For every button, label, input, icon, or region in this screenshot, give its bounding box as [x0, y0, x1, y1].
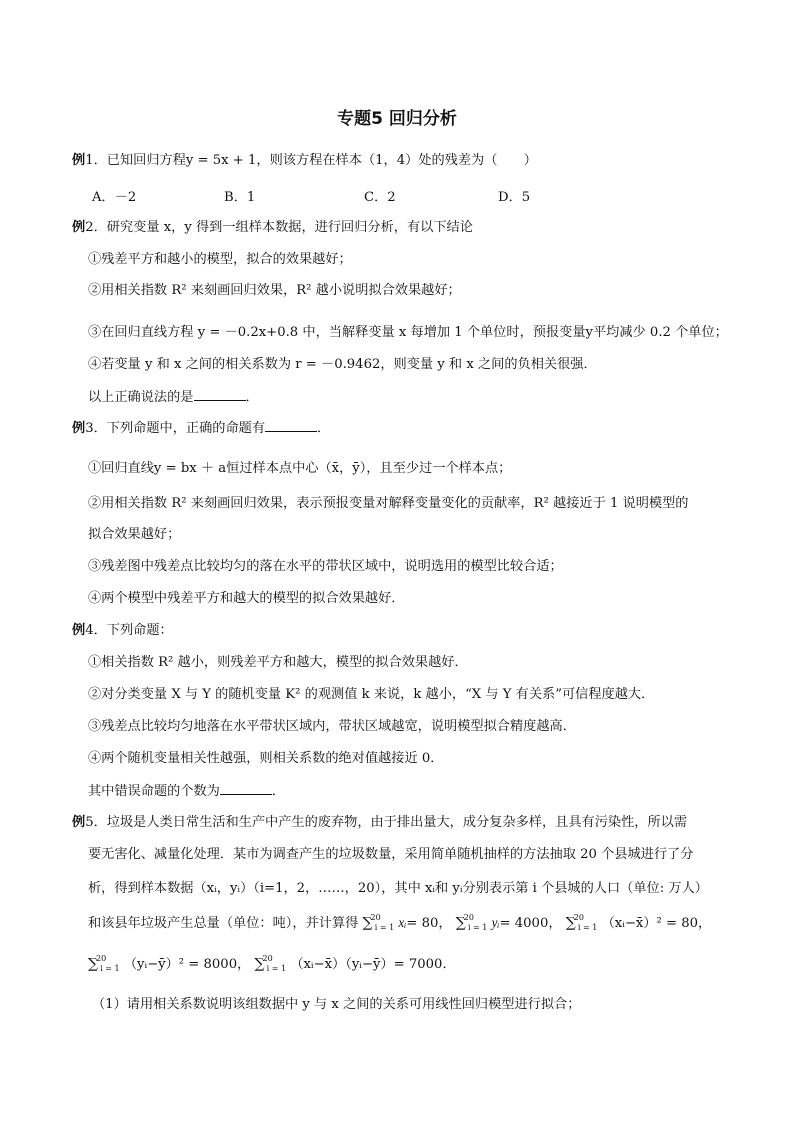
prompt-end: ．: [245, 390, 259, 405]
example-label: 例: [72, 623, 86, 638]
prompt-end: ．: [271, 784, 286, 799]
example-text: 垃圾是人类日常生活和生产中产生的废弃物，由于排出量大，成分复杂多样，且具有污染性，所以需: [106, 815, 688, 830]
example-label: 例: [72, 815, 86, 830]
sigma-symbol: ∑: [362, 915, 373, 931]
example-4-stem: [72, 622, 173, 640]
option-a: A．－2: [92, 190, 137, 205]
example-text: 已知回归方程y = 5x + 1，则该方程在样本（1，4）处的残差为（ ）: [106, 153, 537, 168]
example-5-stem: [72, 814, 687, 832]
example-1-stem: [72, 152, 537, 170]
statement-item: ③残差图中残差点比较均匀的落在水平的带状区域中，说明选用的模型比较合适；: [88, 559, 563, 574]
example-2-stem: [72, 219, 473, 237]
sigma-symbol: ∑: [565, 915, 576, 931]
statement-item: ④若变量 y 和 x 之间的相关系数为 r = －0.9462，则变量 y 和 x 之间的负相关很强．: [88, 357, 597, 372]
sum-term: xᵢ: [398, 915, 407, 930]
example-label: 例: [72, 421, 86, 436]
statement-item: ①相关指数 R² 越小，则残差平方和越大，模型的拟合效果越好．: [88, 655, 468, 670]
example-number: 4．: [85, 623, 107, 638]
paragraph-text: 和该县年垃圾产生总量（单位：吨），并计算得: [88, 916, 359, 931]
paragraph-line: 析，得到样本数据（xᵢ，yᵢ）（i=1，2，……，20），其中 xᵢ和 yᵢ分别表示第 i 个县城的人口（单位: 万人）: [88, 881, 708, 896]
example-number: 2．: [85, 220, 107, 235]
statement-item: ②用相关指数 R² 来刻画回归效果，表示预报变量对解释变量变化的贡献率，R² 越接近于 1 说明模型的: [88, 496, 689, 511]
sum-result: （xᵢ−x̄）² = 80，: [601, 916, 712, 931]
option-b: B．1: [224, 190, 256, 205]
question-prompt: [88, 388, 259, 407]
sum-lower-limit: i = 1: [467, 923, 488, 932]
option-d: D．5: [498, 190, 531, 205]
sub-question-1: （1）请用相关系数说明该组数据中 y 与 x 之间的关系可用线性回归模型进行拟合；: [92, 997, 581, 1012]
statement-item: ①回归直线y = bx ＋ a恒过样本点中心（x̄，ȳ），且至少过一个样本点；: [88, 461, 512, 476]
statement-item: ①残差平方和越小的模型，拟合的效果越好；: [88, 252, 352, 267]
statement-item: ④两个随机变量相关性越强，则相关系数的绝对值越接近 0．: [88, 751, 444, 766]
example-number: 3．: [85, 421, 107, 436]
prompt-text: 以上正确说法的是: [88, 390, 194, 405]
example-label: 例: [72, 220, 86, 235]
answer-blank: [265, 419, 317, 432]
example-number: 5．: [85, 815, 107, 830]
sum-lower-limit: i = 1: [100, 964, 120, 973]
sum-upper-limit: 20: [463, 913, 474, 922]
sum-upper-limit: 20: [573, 913, 584, 922]
sigma-symbol: ∑: [455, 915, 466, 931]
statement-item: ②对分类变量 X 与 Y 的随机变量 K² 的观测值 k 来说，k 越小，“X 与 Y 有关系”可信程度越大．: [88, 687, 655, 702]
sum-result: （xᵢ−x̄）（yᵢ−ȳ）= 7000．: [290, 957, 456, 972]
summation-line-1: [88, 914, 711, 934]
statement-item: ③在回归直线方程 y = －0.2x+0.8 中，当解释变量 x 每增加 1 个单位时，预报变量y平均减少 0.2 个单位；: [88, 325, 728, 340]
statement-item: ③残差点比较均匀地落在水平带状区域内，带状区域越宽，说明模型拟合精度越高．: [88, 719, 576, 734]
sum-lower-limit: i = 1: [266, 964, 287, 973]
option-c: C．2: [364, 190, 396, 205]
page-title: 专题5 回归分析: [337, 109, 457, 129]
sum-upper-limit: 20: [96, 954, 107, 963]
sum-result: = 4000，: [499, 916, 562, 931]
sum-upper-limit: 20: [370, 913, 381, 922]
example-3-stem: [72, 419, 330, 438]
statement-item: 拟合效果越好；: [88, 527, 181, 542]
example-text: 下列命题：: [106, 623, 173, 638]
sum-lower-limit: i = 1: [577, 923, 598, 932]
example-number: 1．: [85, 153, 107, 168]
statement-item: ④两个模型中残差平方和越大的模型的拟合效果越好．: [88, 591, 405, 606]
example-label: 例: [72, 153, 86, 168]
answer-blank: [194, 388, 246, 401]
example-text: 研究变量 x，y 得到一组样本数据，进行回归分析，有以下结论: [106, 220, 473, 235]
sum-result: = 80，: [406, 916, 452, 931]
sum-lower-limit: i = 1: [374, 923, 395, 932]
question-prompt: [88, 782, 285, 801]
sigma-symbol: ∑: [88, 956, 98, 972]
sigma-symbol: ∑: [254, 956, 265, 972]
summation-line-2: [88, 955, 456, 975]
statement-item: ②用相关指数 R² 来刻画回归效果，R² 越小说明拟合效果越好；: [88, 283, 461, 298]
sum-result: （yᵢ−ȳ）² = 8000，: [123, 957, 251, 972]
example-text: 下列命题中，正确的命题有: [106, 421, 266, 436]
paragraph-line: 要无害化、减量化处理．某市为调查产生的垃圾数量，采用简单随机抽样的方法抽取 20 个县城进行了分: [88, 847, 694, 862]
sum-upper-limit: 20: [262, 954, 273, 963]
prompt-end: ．: [317, 421, 331, 436]
answer-blank: [220, 782, 272, 795]
prompt-text: 其中错误命题的个数为: [88, 784, 220, 799]
sum-term: yᵢ: [491, 915, 500, 930]
